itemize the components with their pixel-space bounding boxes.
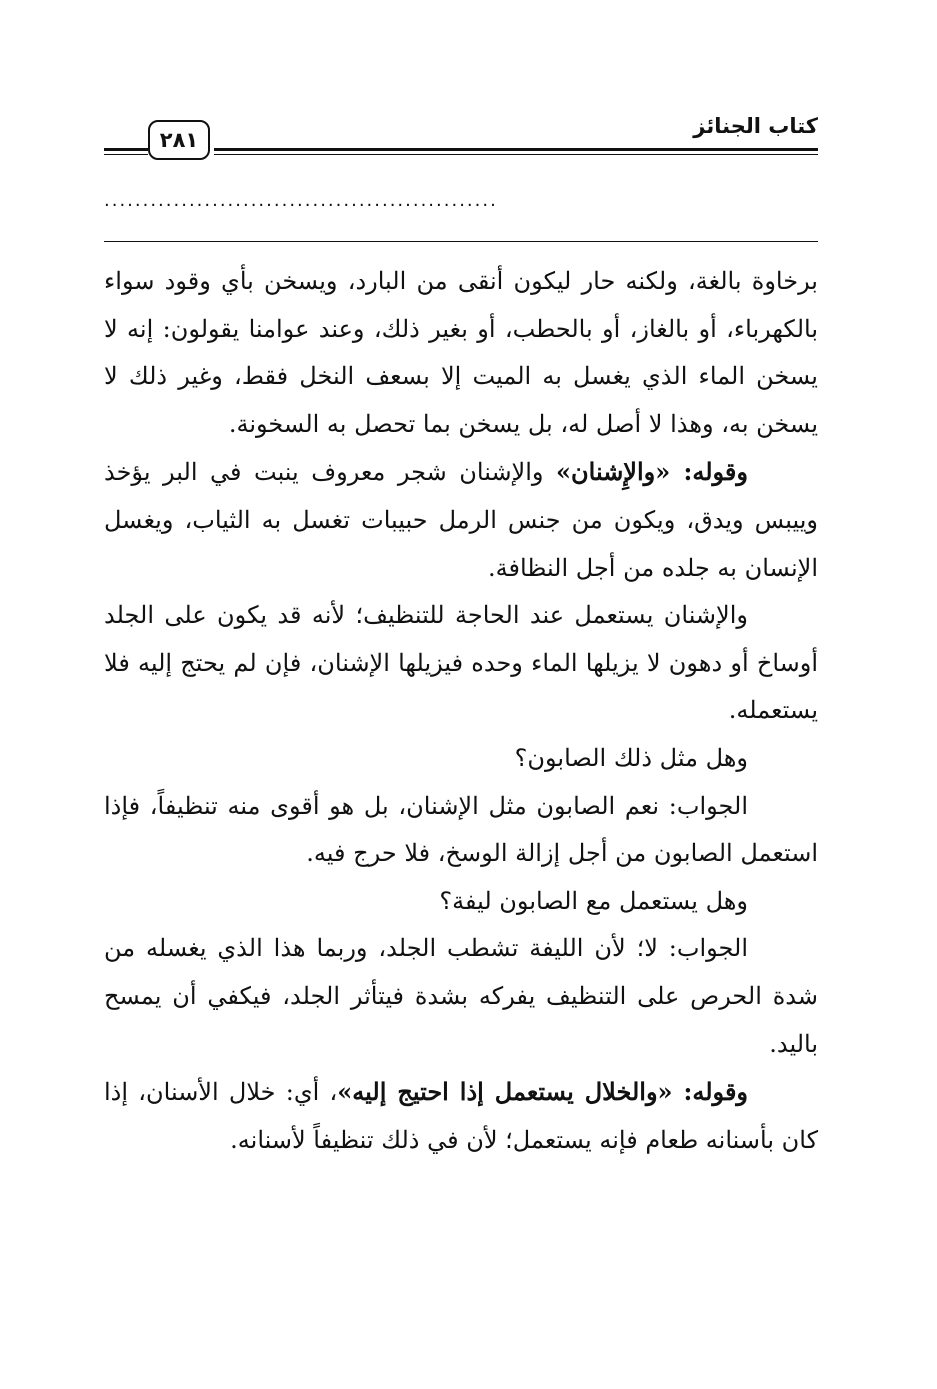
quoted-lead: وقوله: «والإِشنان» [556,457,748,487]
header-rule [104,148,148,151]
question [104,878,818,926]
body-text [104,258,818,1164]
paragraph-text: وهل مثل ذلك الصابون؟ [514,743,748,772]
header-rule [214,154,818,155]
paragraph [104,448,818,592]
header-rule [214,148,818,151]
page-header [104,108,818,168]
paragraph-text: والإشنان يستعمل عند الحاجة للتنظيف؛ لأنه قد يكون على الجلد أوساخ أو دهون لا يزيلها الماء وحده فيزيلها الإشنان، فإن لم يحتج إليه فلا يستعمله. [104,601,818,725]
paragraph-text: والإشنان شجر معروف ينبت في البر يؤخذ وييبس ويدق، ويكون من جنس الرمل حبيبات تغسل به الثياب، ويغسل الإنسان به جلده من أجل النظافة. [104,458,818,582]
separator-line [104,241,818,242]
answer [104,925,818,1068]
quoted-lead: وقوله: «والخلال يستعمل إذا احتيج إليه» [337,1077,749,1107]
paragraph [104,592,818,735]
footnote-dots: ................................................... [104,190,498,211]
header-rule [104,154,148,155]
answer [104,783,818,878]
paragraph [104,258,818,448]
question [104,735,818,783]
paragraph-text: الجواب: لا؛ لأن الليفة تشطب الجلد، وربما هذا الذي يغسله من شدة الحرص على التنظيف يفركه بشدة فيتأثر الجلد، فيكفي أن يمسح باليد. [104,934,818,1058]
paragraph-text: ، أي: خلال الأسنان، إذا كان بأسنانه طعام فإنه يستعمل؛ لأن في ذلك تنظيفاً لأسنانه. [104,1078,818,1154]
running-title: كتاب الجنائز [693,114,818,138]
paragraph-text: وهل يستعمل مع الصابون ليفة؟ [439,886,748,915]
paragraph [104,1068,818,1164]
paragraph-text: الجواب: نعم الصابون مثل الإشنان، بل هو أقوى منه تنظيفاً، فإذا استعمل الصابون من أجل إزالة الوسخ، فلا حرج فيه. [104,791,818,868]
page-number: ٢٨١ [148,120,210,160]
paragraph-text: برخاوة بالغة، ولكنه حار ليكون أنقى من البارد، ويسخن بأي وقود سواء بالكهرباء، أو بالغاز، أو بالحطب، أو بغير ذلك، وعند عوامنا يقولون: إنه لا يسخن الماء الذي يغسل به الميت إلا بسعف النخل فقط، وغير ذلك لا يسخن به، وهذا لا أصل له، بل يسخن بما تحصل به السخونة. [104,267,818,438]
